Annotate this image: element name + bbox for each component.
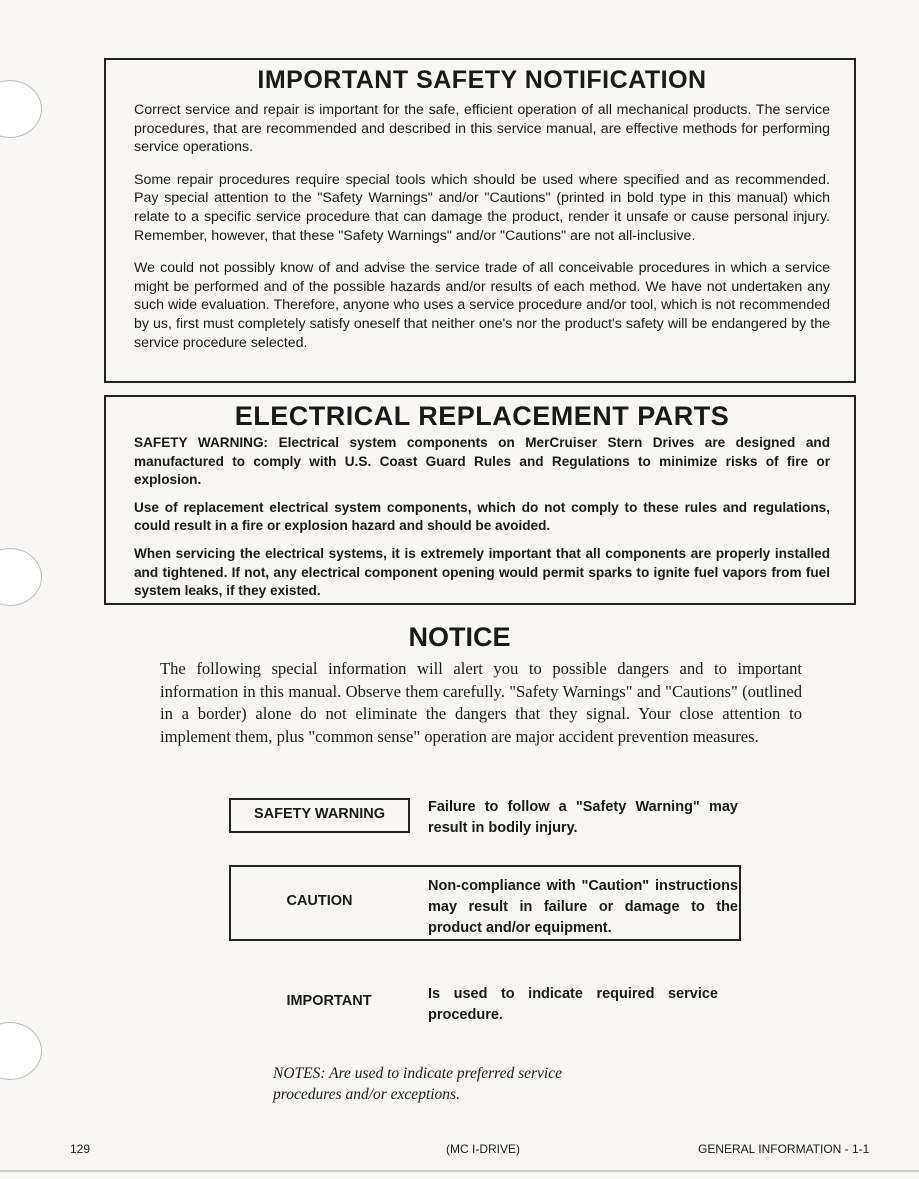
page-number: 129 [70, 1142, 91, 1156]
paragraph: SAFETY WARNING: Electrical system components on MerCruiser Stern Drives are designed and manufactured to comply with U.S. Coast Guard Rules and Regulations to minimize risks of fire or explosion. [134, 435, 830, 488]
section-label: GENERAL INFORMATION - 1-1 [698, 1142, 870, 1156]
notice-title: NOTICE [408, 622, 511, 652]
caution-desc: Non-compliance with "Caution" instructions may result in failure or damage to the product and/or equipment. [428, 878, 738, 936]
notes-text: NOTES: Are used to indicate preferred service procedures and/or exceptions. [273, 1065, 562, 1103]
important-desc: Is used to indicate required service procedure. [428, 986, 718, 1023]
punch-hole [0, 80, 42, 138]
safety-warning-desc: Failure to follow a "Safety Warning" may result in bodily injury. [428, 799, 738, 836]
important-label: IMPORTANT [286, 993, 372, 1009]
electrical-parts-box [104, 395, 856, 605]
safety-notification-box [104, 58, 856, 383]
electrical-parts-title: ELECTRICAL REPLACEMENT PARTS [234, 401, 730, 431]
paragraph: Some repair procedures require special tools which should be used where specified and as recommended. Pay special attention to the "Safety Warnings" and/or "Cautions" (printed in bold type in this manual) which relate to a specific service procedure that can damage the product, render it unsafe or cause personal injury. Remember, however, that these "Safety Warnings" and/or "Cautions" are not all-inclusive. [134, 171, 830, 244]
punch-hole [0, 1022, 42, 1080]
paragraph: Use of replacement electrical system components, which do not comply to these rules and regulations, could result in a fire or explosion hazard and should be avoided. [134, 499, 830, 534]
caution-label: CAUTION [286, 893, 353, 909]
safety-warning-label: SAFETY WARNING [253, 806, 386, 822]
safety-notification-title: IMPORTANT SAFETY NOTIFICATION [257, 66, 707, 94]
punch-hole [0, 548, 42, 606]
paragraph: Correct service and repair is important for the safe, efficient operation of all mechanical products. The service procedures, that are recommended and described in this service manual, are effective methods for performing service operations. [134, 102, 830, 156]
model-label: (MC I-DRIVE) [446, 1142, 520, 1156]
paragraph: When servicing the electrical systems, it is extremely important that all components are properly installed and tightened. If not, any electrical component opening would permit sparks to ignite fuel vapors from fuel system leaks, if they existed. [134, 545, 830, 599]
paragraph: We could not possibly know of and advise the service trade of all conceivable procedures in which a service might be performed and of the possible hazards and/or results of each method. We have not undertaken any such wide evaluation. Therefore, anyone who uses a service procedure and/or tool, which is not recommended by us, first must completely satisfy oneself that neither one's nor the product's safety will be endangered by the service procedure selected. [134, 260, 830, 351]
notice-body: The following special information will alert you to possible dangers and to important information in this manual. Observe them carefully. "Safety Warnings" and "Cautions" (outlined in a border) alone do not eliminate the dangers that they signal. Your close attention to implement them, plus "common sense" operation are major accident prevention measures. [160, 659, 802, 746]
page-edge [0, 1170, 919, 1172]
